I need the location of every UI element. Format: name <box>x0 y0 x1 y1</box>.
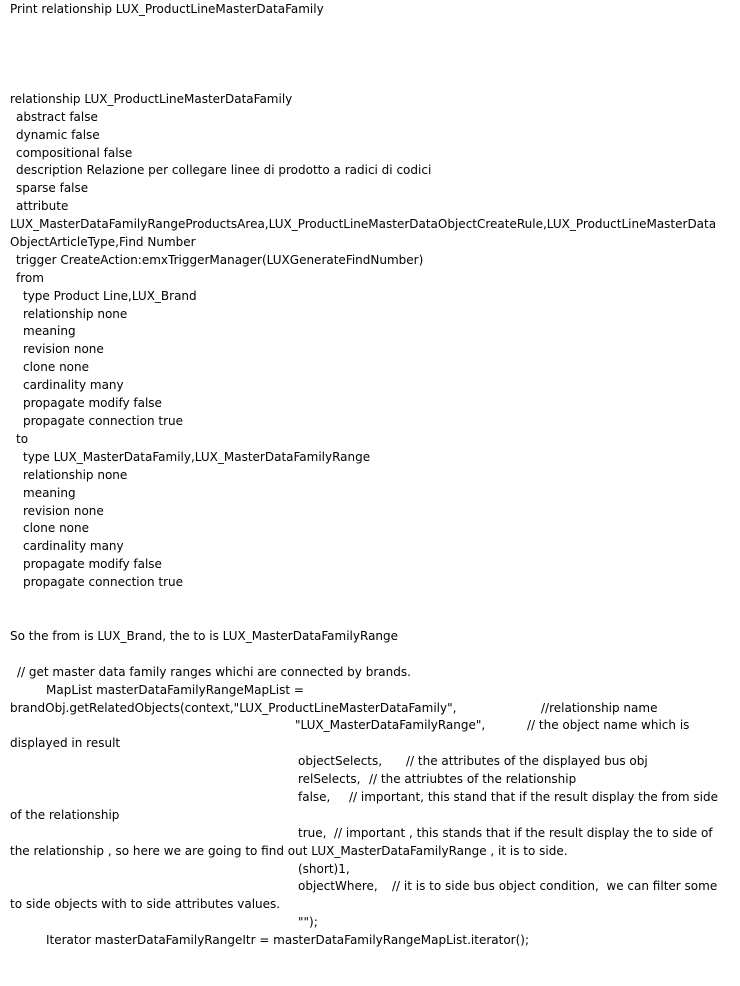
code-call: brandObj.getRelatedObjects(context,"LUX_ProductLineMasterDataFamily", <box>10 701 457 715</box>
from-relationship: relationship none <box>23 307 128 321</box>
from-label: from <box>16 271 44 285</box>
to-relationship: relationship none <box>23 468 128 482</box>
from-propagate-connection: propagate connection true <box>23 414 184 428</box>
prop-trigger: trigger CreateAction:emxTriggerManager(LUXGenerateFindNumber) <box>16 253 424 267</box>
code-true-comment: // important , this stands that if the result display the to side of <box>334 826 713 840</box>
code-true-arg: true, <box>298 826 327 840</box>
code-false-arg: false, <box>298 790 331 804</box>
prop-attribute: attribute <box>16 199 69 213</box>
code-arg-type: "LUX_MasterDataFamilyRange", <box>295 718 486 732</box>
code-rel-selects-comment: // the attriubtes of the relationship <box>369 772 577 786</box>
page-title: Print relationship LUX_ProductLineMasterDataFamily <box>10 2 324 16</box>
definition-header: relationship LUX_ProductLineMasterDataFamily <box>10 92 293 106</box>
attribute-list-line2: ObjectArticleType,Find Number <box>10 235 196 249</box>
from-propagate-modify: propagate modify false <box>23 396 162 410</box>
code-where-wrap: to side objects with to side attributes values. <box>10 897 281 911</box>
code-arg-type-comment: // the object name which is <box>527 718 690 732</box>
from-cardinality: cardinality many <box>23 378 124 392</box>
to-revision: revision none <box>23 504 104 518</box>
prop-abstract: abstract false <box>16 110 98 124</box>
code-false-wrap: of the relationship <box>10 808 120 822</box>
code-call-comment: //relationship name <box>541 701 658 715</box>
to-propagate-modify: propagate modify false <box>23 557 162 571</box>
code-true-wrap: the relationship , so here we are going to find out LUX_MasterDataFamilyRange , it is to side. <box>10 844 568 858</box>
from-clone: clone none <box>23 360 90 374</box>
to-clone: clone none <box>23 521 90 535</box>
code-maplist-declaration: MapList masterDataFamilyRangeMapList = <box>46 683 304 697</box>
prop-compositional: compositional false <box>16 146 133 160</box>
code-end-arg: ""); <box>298 915 318 929</box>
prop-dynamic: dynamic false <box>16 128 100 142</box>
to-cardinality: cardinality many <box>23 539 124 553</box>
to-label: to <box>16 432 29 446</box>
to-meaning: meaning <box>23 486 76 500</box>
code-short-arg: (short)1, <box>298 862 350 876</box>
attribute-list-line1: LUX_MasterDataFamilyRangeProductsArea,LUX_ProductLineMasterDataObjectCreateRule,LUX_ProductLineMasterData <box>10 217 717 231</box>
to-propagate-connection: propagate connection true <box>23 575 184 589</box>
prop-sparse: sparse false <box>16 181 89 195</box>
from-revision: revision none <box>23 342 104 356</box>
prop-description: description Relazione per collegare linee di prodotto a radici di codici <box>16 163 432 177</box>
from-meaning: meaning <box>23 324 76 338</box>
code-comment: // get master data family ranges whichi are connected by brands. <box>17 665 411 679</box>
code-rel-selects: relSelects, <box>298 772 361 786</box>
code-iterator: Iterator masterDataFamilyRangeItr = masterDataFamilyRangeMapList.iterator(); <box>46 933 530 947</box>
code-object-selects: objectSelects, <box>298 754 383 768</box>
from-type: type Product Line,LUX_Brand <box>23 289 197 303</box>
code-where-comment: // it is to side bus object condition, we can filter some <box>392 879 718 893</box>
summary-text: So the from is LUX_Brand, the to is LUX_MasterDataFamilyRange <box>10 629 399 643</box>
to-type: type LUX_MasterDataFamily,LUX_MasterDataFamilyRange <box>23 450 371 464</box>
code-where-arg: objectWhere, <box>298 879 378 893</box>
code-object-selects-comment: // the attributes of the displayed bus obj <box>406 754 648 768</box>
code-false-comment: // important, this stand that if the result display the from side <box>349 790 718 804</box>
code-arg-type-wrap: displayed in result <box>10 736 121 750</box>
